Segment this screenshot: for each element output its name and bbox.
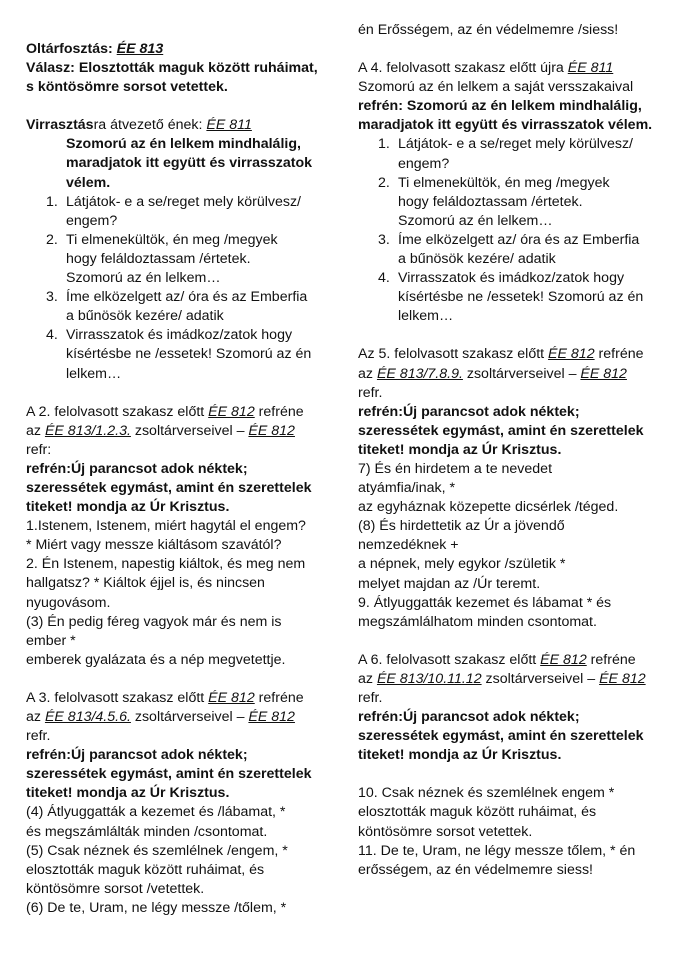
- hymn-ref: ÉE 813/7.8.9.: [376, 365, 463, 382]
- continuation-line: én Erősségem, az én védelmemre /siess!: [358, 22, 619, 38]
- hymn-ref: ÉE 813/10.11.12: [376, 670, 482, 687]
- psalm-verses: 7) És én hirdetem a te nevedet atyámfia/inak, * az egyháznak közepette dicsérlek /téged. (8) És hirdettetik az Úr a jövendő nemzedéknek + a népnek, mely egykor /születik * melyet majdan az /Úr teremt. 9. Átlyuggatták kezemet és lábamat * és megszámlálhatom minden csontomat.: [358, 460, 619, 630]
- hymn-ref: ÉE 812: [248, 422, 295, 439]
- psalm-verses: 1.Istenem, Istenem, miért hagytál el engem? * Miért vagy messze kiáltásom szavától? 2. Én Istenem, napestig kiáltok, és meg nem hallgatsz? * Kiáltok éjjel is, és nincsen nyugovásom. (3) Én pedig féreg vagyok már és nem is ember * emberek gyalázata és a nép megvetettje.: [26, 518, 306, 668]
- psalm-verses: (4) Átlyuggatták a kezemet és /lábamat, * és megszámlálták minden /csontomat. (5) Csak néznek és szemlélnek /engem, * elosztották maguk között ruháimat, és köntösömre sorsot /vetettek. (6) De te, Uram, ne légy messze /tőlem, *: [26, 804, 288, 916]
- refr-label: refr:: [26, 441, 52, 458]
- section-intro: A 2. felolvasott szakasz előtt ÉE 812 refréne: [26, 403, 304, 420]
- left-column: [26, 40, 330, 918]
- section-intro: A 4. felolvasott szakasz előtt újra ÉE 811: [358, 60, 614, 77]
- refrain: refrén: Szomorú az én lelkem mindhalálig, maradjatok itt együtt és virrasszatok vélem.: [358, 98, 653, 134]
- refr-label: refr.: [26, 728, 51, 745]
- section-intro: az ÉE 813/1.2.3. zsoltárverseivel – ÉE 812: [26, 422, 295, 439]
- refrain: refrén:Új parancsot adok néktek; szeressétek egymást, amint én szerettelek titeket! mondja az Úr Krisztus.: [358, 709, 644, 764]
- refrain: refrén:Új parancsot adok néktek; szeressétek egymást, amint én szerettelek titeket! mondja az Úr Krisztus.: [358, 403, 644, 458]
- refr-label: refr.: [358, 690, 383, 706]
- virrasztas-heading: Virrasztásra átvezető ének: ÉE 811: [26, 117, 252, 134]
- section-intro: Az 5. felolvasott szakasz előtt ÉE 812 refréne: [358, 346, 644, 363]
- hymn-ref: ÉE 812: [540, 651, 587, 668]
- section-intro: az ÉE 813/7.8.9. zsoltárverseivel – ÉE 812: [358, 365, 627, 382]
- list-item: 4. Virrasszatok és imádkoz/zatok hogy kísértésbe ne /essetek! Szomorú az én lelkem…: [46, 327, 312, 382]
- right-column: [358, 21, 664, 880]
- answer-line: Válasz: Elosztották maguk között ruháimat,: [26, 60, 318, 77]
- section-intro: Szomorú az én lelkem a saját versszakaival: [358, 79, 634, 96]
- list-item: 2. Ti elmenekültök, én meg /megyek hogy feláldoztassam /értetek. Szomorú az én lelkem…: [46, 231, 278, 287]
- answer-line: s köntösömre sorsot vetettek.: [26, 79, 228, 96]
- list-item: 3. Íme elközelgett az/ óra és az Emberfia a bűnösök kezére/ adatik: [46, 289, 308, 325]
- refrain: refrén:Új parancsot adok néktek; szeressétek egymást, amint én szerettelek titeket! mondja az Úr Krisztus.: [26, 747, 312, 802]
- verse-list: [358, 135, 664, 326]
- hymn-ref: ÉE 811: [567, 60, 614, 77]
- hymn-ref: ÉE 813/1.2.3.: [44, 422, 131, 439]
- verse-list: [26, 193, 330, 384]
- hymn-ref: ÉE 813: [116, 41, 164, 57]
- section-intro: A 3. felolvasott szakasz előtt ÉE 812 refréne: [26, 689, 304, 706]
- oltarfosztas-line: Oltárfosztás: ÉE 813: [26, 41, 164, 57]
- hymn-ref: ÉE 811: [206, 117, 252, 134]
- list-item: 1. Látjátok- e a se/reget mely körülvesz/ engem?: [378, 136, 633, 172]
- section-intro: az ÉE 813/4.5.6. zsoltárverseivel – ÉE 812: [26, 709, 295, 725]
- hymn-ref: ÉE 812: [208, 403, 255, 420]
- refrain: Szomorú az én lelkem mindhalálig, maradjatok itt együtt és virrasszatok vélem.: [66, 136, 313, 191]
- list-item: 1. Látjátok- e a se/reget mely körülvesz/ engem?: [46, 193, 301, 229]
- section-intro: az ÉE 813/10.11.12 zsoltárverseivel – ÉE 812: [358, 670, 646, 687]
- psalm-verses: 10. Csak néznek és szemlélnek engem * elosztották maguk között ruháimat, és köntösömre sorsot vetettek. 11. De te, Uram, ne légy messze tőlem, * én erősségem, az én védelmemre siess!: [358, 785, 636, 878]
- hymn-ref: ÉE 812: [580, 365, 627, 382]
- list-item: 3. Íme elközelgett az/ óra és az Emberfia a bűnösök kezére/ adatik: [378, 231, 640, 268]
- refrain: refrén:Új parancsot adok néktek; szeressétek egymást, amint én szerettelek titeket! mondja az Úr Krisztus.: [26, 460, 312, 516]
- hymn-ref: ÉE 812: [208, 689, 255, 706]
- hymn-ref: ÉE 812: [599, 670, 646, 687]
- section-intro: A 6. felolvasott szakasz előtt ÉE 812 refréne: [358, 651, 636, 668]
- hymn-ref: ÉE 812: [248, 709, 295, 725]
- hymn-ref: ÉE 813/4.5.6.: [44, 709, 131, 725]
- list-item: 2. Ti elmenekültök, én meg /megyek hogy feláldoztassam /értetek. Szomorú az én lelkem…: [378, 174, 610, 229]
- list-item: 4. Virrasszatok és imádkoz/zatok hogy kísértésbe ne /essetek! Szomorú az én lelkem…: [378, 270, 644, 325]
- refr-label: refr.: [358, 384, 383, 401]
- hymn-ref: ÉE 812: [548, 346, 595, 363]
